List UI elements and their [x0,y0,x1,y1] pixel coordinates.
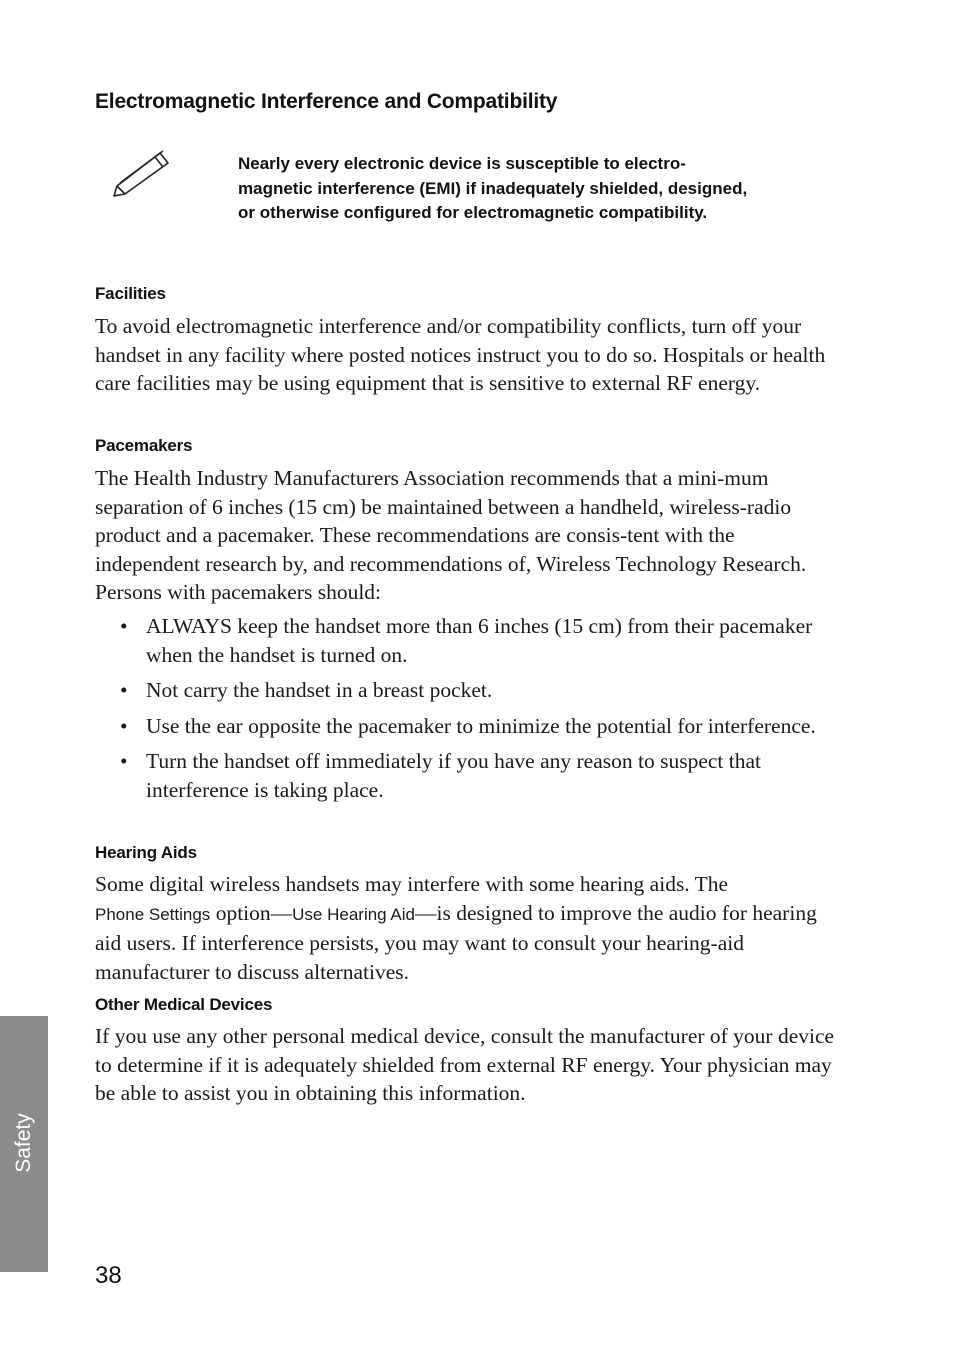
page-heading: Electromagnetic Interference and Compatibility [95,90,558,113]
other-medical-devices-body: If you use any other personal medical device, consult the manufacturer of your device to determine if it is adequately shielded from external RF energy. Your physician may be able to assist you in obtaining this information. [95,1024,835,1105]
list-item: • Use the ear opposite the pacemaker to minimize the potential for interference. [120,713,816,738]
hearing-aids-heading: Hearing Aids [95,843,197,862]
pacemakers-body: The Health Industry Manufacturers Association recommends that a mini-mum separation of 6 inches (15 cm) be maintained between a handheld, wireless-radio product and a pacemaker. These recommendations are consis-tent with the independent research by, and recommendations of, Wireless Technology Research. Persons with pacemakers should: [95,466,807,604]
note-text: Nearly every electronic device is susceptible to electro-magnetic interference (EMI) if inadequately shielded, designed, or otherwise configured for electromagnetic compatibility. [238,154,748,222]
list-item: • Not carry the handset in a breast pocket. [120,678,493,702]
phone-settings-menu-name: Phone Settings [95,904,211,924]
pacemakers-heading: Pacemakers [95,436,193,455]
use-hearing-aid-option-name: Use Hearing Aid [292,904,415,924]
list-item: • Turn the handset off immediately if you have any reason to suspect that interference is taking place. [120,749,762,802]
other-medical-devices-heading: Other Medical Devices [95,995,273,1014]
side-tab-label: Safety [12,1113,35,1173]
list-item: • ALWAYS keep the handset more than 6 inches (15 cm) from their pacemaker when the handset is turned on. [120,614,813,667]
pacemaker-recommendations-list [118,612,838,811]
facilities-body: To avoid electromagnetic interference and/or compatibility conflicts, turn off your handset in any facility where posted notices instruct you to do so. Hospitals or health care facilities may be using equipment that is sensitive to external RF energy. [95,314,826,395]
page-number: 38 [95,1262,122,1289]
hearing-aids-body: Some digital wireless handsets may interfere with some hearing aids. The Phone Settings option—Use Hearing Aid—is designed to improve the audio for hearing aid users. If interference persists, you may want to consult your hearing-aid manufacturer to discuss alternatives. [95,872,817,984]
facilities-heading: Facilities [95,284,166,303]
pencil-icon [108,148,178,204]
